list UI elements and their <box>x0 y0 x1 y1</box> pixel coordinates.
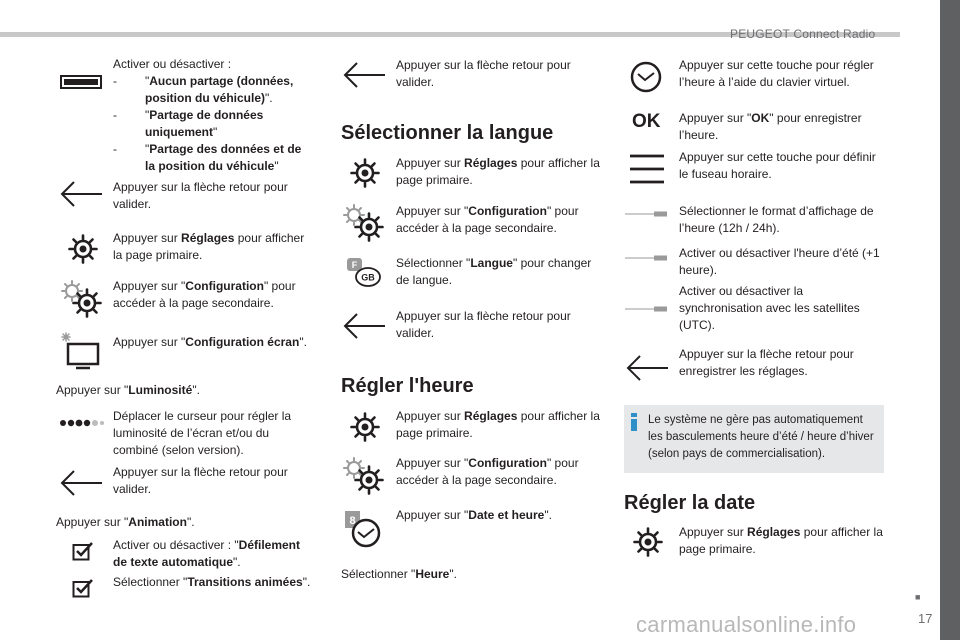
text: " pour accéder à la page secondaire. <box>113 279 296 310</box>
text: Appuyer sur <box>396 409 465 423</box>
configuration-label: Configuration <box>468 456 547 470</box>
text: ". <box>233 555 241 569</box>
configuration-label: Configuration <box>468 204 547 218</box>
dash-2: - <box>113 108 117 122</box>
text: Appuyer sur " <box>113 279 186 293</box>
language-label: Langue <box>470 256 513 270</box>
back-arrow-icon <box>58 179 104 209</box>
language-icon <box>345 256 385 290</box>
ok-label: OK <box>751 111 770 125</box>
text: pour afficher la page primaire. <box>396 409 600 440</box>
text-scroll-instruction <box>113 537 313 571</box>
time-select-paragraph <box>341 566 561 583</box>
text: Appuyer sur " <box>56 383 129 397</box>
settings-instruction-1 <box>113 230 313 264</box>
text: " pour accéder à la page secondaire. <box>396 456 579 487</box>
info-icon <box>630 413 638 431</box>
text: " pour accéder à la page secondaire. <box>396 204 579 235</box>
quote: " <box>145 74 150 88</box>
brightness-label: Luminosité <box>128 383 193 397</box>
configuration-gears-icon <box>60 280 102 318</box>
time-heading: Régler l'heure <box>341 375 474 397</box>
privacy-intro: Activer ou désactiver : <box>113 57 232 71</box>
configuration-instruction-2 <box>396 203 601 237</box>
text: ". <box>299 335 307 349</box>
text: " pour enregistrer l’heure. <box>679 111 862 142</box>
toggle-switch-icon <box>624 254 668 262</box>
text: pour afficher la page primaire. <box>679 525 883 556</box>
quote: " <box>213 125 218 139</box>
back-instruction-4: Appuyer sur la flèche retour pour valider. <box>396 309 571 340</box>
gear-icon <box>68 234 98 264</box>
back-instruction-1: Appuyer sur la flèche retour pour valider. <box>113 180 288 211</box>
date-time-icon <box>342 508 384 550</box>
checkbox-checked-icon <box>72 541 94 561</box>
lang-gb-text: GB <box>361 272 375 283</box>
back-instruction-3: Appuyer sur la flèche retour pour valider. <box>396 58 571 89</box>
format-instruction: Sélectionner le format d’affichage de l’heure (12h / 24h). <box>679 204 874 235</box>
quote: " <box>274 159 279 173</box>
screen-config-label: Configuration écran <box>185 335 300 349</box>
dash-3: - <box>113 142 117 156</box>
quote: " <box>145 108 150 122</box>
text: Sélectionner " <box>341 567 416 581</box>
text: Appuyer sur <box>396 156 465 170</box>
settings-instruction-4 <box>679 524 884 558</box>
back-arrow-icon <box>341 60 387 90</box>
text-scroll-label: Défilement de texte automatique <box>113 538 301 569</box>
configuration-label: Configuration <box>185 279 264 293</box>
text: Sélectionner " <box>113 575 188 589</box>
clock-icon <box>630 61 662 93</box>
checkbox-checked-icon <box>72 578 94 598</box>
summer-time-instruction: Activer ou désactiver l'heure d’été (+1 heure). <box>679 246 880 277</box>
text: Appuyer sur " <box>396 456 469 470</box>
brightness-paragraph <box>56 382 276 399</box>
text: ". <box>186 515 195 529</box>
lang-f-text: F <box>351 260 358 270</box>
settings-label: Réglages <box>464 409 518 423</box>
date-time-label: Date et heure <box>468 508 545 522</box>
text: Appuyer sur " <box>396 204 469 218</box>
option-data-only: Partage de données uniquement <box>145 108 264 139</box>
text: ". <box>449 567 457 581</box>
text: Appuyer sur <box>113 231 182 245</box>
text: Appuyer sur " <box>113 335 186 349</box>
text: pour afficher la page primaire. <box>396 156 600 187</box>
option-no-sharing: Aucun partage (données, position du véhicule) <box>145 74 294 105</box>
configuration-gears-icon <box>342 457 384 495</box>
text: " pour changer de langue. <box>396 256 592 287</box>
back-arrow-icon <box>624 353 670 383</box>
time-label: Heure <box>415 567 450 581</box>
screen-brightness-icon <box>58 330 104 370</box>
gear-icon <box>350 412 380 442</box>
gear-icon <box>633 527 663 557</box>
utc-sync-instruction: Activer ou désactiver la synchronisation avec les satellites (UTC). <box>679 284 860 332</box>
quote: ". <box>265 91 273 105</box>
timezone-instruction: Appuyer sur cette touche pour définir le fuseau horaire. <box>679 150 876 181</box>
option-data-and-position: Partage des données et de la position du véhicule <box>145 142 302 173</box>
toggle-switch-icon <box>60 75 102 89</box>
settings-instruction-2 <box>396 155 601 189</box>
back-arrow-icon <box>58 468 104 498</box>
toggle-switch-icon <box>624 210 668 218</box>
info-text: Le système ne gère pas automatiquement les basculements heure d’été / heure d’hiver (selon pays de commercialisation). <box>648 414 874 460</box>
date-8-text: 8 <box>349 515 356 527</box>
ok-instruction <box>679 110 884 144</box>
date-heading: Régler la date <box>624 492 756 514</box>
keyboard-time-instruction: Appuyer sur cette touche pour régler l’heure à l’aide du clavier virtuel. <box>679 58 874 89</box>
save-settings-instruction: Appuyer sur la flèche retour pour enregistrer les réglages. <box>679 347 854 378</box>
transitions-label: Transitions animées <box>187 575 303 589</box>
brightness-slider-icon <box>58 417 104 429</box>
text: ". <box>302 575 311 589</box>
configuration-gears-icon <box>342 204 384 242</box>
settings-label: Réglages <box>464 156 518 170</box>
toggle-switch-icon <box>624 305 668 313</box>
settings-label: Réglages <box>747 525 801 539</box>
watermark: carmanualsonline.info <box>636 612 857 637</box>
menu-list-icon <box>628 152 666 186</box>
privacy-instruction <box>113 56 313 175</box>
ok-icon: OK <box>632 111 661 132</box>
page-number: 17 <box>918 611 933 626</box>
animation-label: Animation <box>128 515 187 529</box>
page-edge-strip <box>940 0 960 640</box>
text: Appuyer sur " <box>396 508 469 522</box>
animation-paragraph <box>56 514 276 531</box>
page-bullet: ■ <box>915 592 921 602</box>
back-instruction-2: Appuyer sur la flèche retour pour valider. <box>113 465 288 496</box>
text: ". <box>544 508 552 522</box>
configuration-instruction-3 <box>396 455 601 489</box>
quote: " <box>145 142 150 156</box>
brightness-slider-instruction: Déplacer le curseur pour régler la luminosité de l’écran et/ou du combiné (selon version). <box>113 409 292 457</box>
language-instruction <box>396 255 601 289</box>
text: Sélectionner " <box>396 256 471 270</box>
text: Appuyer sur " <box>679 111 752 125</box>
text: Appuyer sur " <box>56 515 129 529</box>
dash-1: - <box>113 74 117 88</box>
back-arrow-icon <box>341 311 387 341</box>
text: Activer ou désactiver : " <box>113 538 239 552</box>
text: Appuyer sur <box>679 525 748 539</box>
screen-config-instruction <box>113 334 323 351</box>
settings-instruction-3 <box>396 408 601 442</box>
transitions-instruction <box>113 574 313 591</box>
text: pour afficher la page primaire. <box>113 231 305 262</box>
date-time-instruction <box>396 507 601 524</box>
settings-label: Réglages <box>181 231 235 245</box>
gear-icon <box>350 158 380 188</box>
header-title: PEUGEOT Connect Radio <box>730 27 876 41</box>
language-heading: Sélectionner la langue <box>341 122 554 144</box>
configuration-instruction-1 <box>113 278 313 312</box>
text: ". <box>192 383 200 397</box>
